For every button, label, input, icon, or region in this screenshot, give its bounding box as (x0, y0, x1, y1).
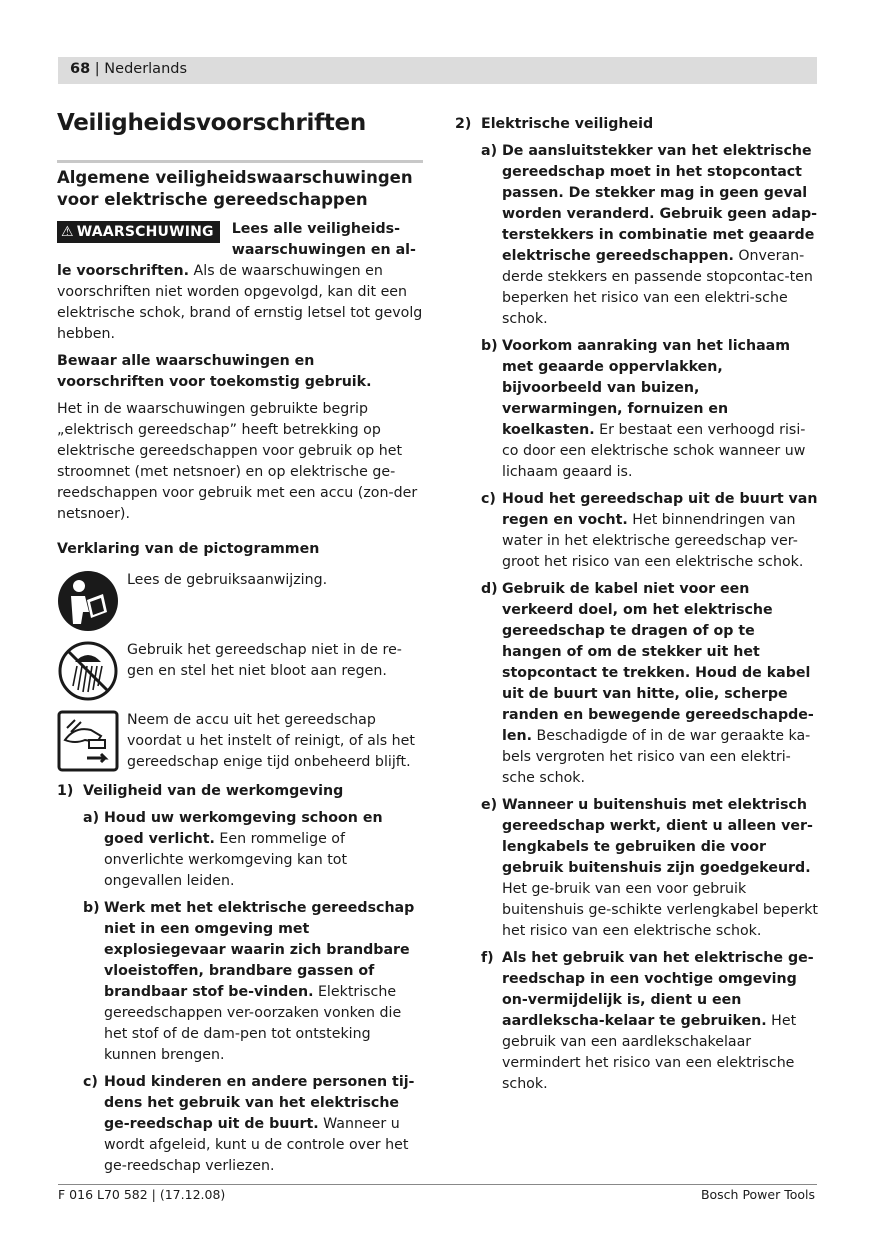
item-body: Onveran-derde stekkers en passende stopcontac-ten beperken het risico van een elektri-sche schok. (502, 248, 813, 327)
item-text (502, 141, 819, 330)
page-header (58, 57, 817, 84)
list-item (83, 1072, 423, 1177)
list-item (83, 898, 423, 1066)
pictogram-text: Neem de accu uit het gereedschap voordat u het instelt of reinigt, of als het gereedschap enige tijd onbeheerd blijft. (127, 711, 415, 770)
header-separator: | (90, 61, 105, 77)
section-rule (57, 160, 423, 163)
item-bold: Wanneer u buitenshuis met elektrisch gereedschap werkt, dient u alleen ver-lengkabels te gebruiken die voor gebruik buitenshuis zijn goedgekeurd. (502, 797, 813, 876)
header-language: Nederlands (104, 61, 188, 77)
item-body: Een rommelige of onverlichte werkomgeving kan tot ongevallen leiden. (104, 830, 348, 889)
no-rain-icon (57, 640, 119, 702)
list-item (83, 808, 423, 892)
footer-document-id: F 016 L70 582 | (17.12.08) (58, 1187, 226, 1202)
pictogram-text: Gebruik het gereedschap niet in de re-gen en stel het niet bloot aan regen. (127, 641, 402, 679)
item-bold: Als het gebruik van het elektrische ge-reedschap in een vochtige omgeving on-vermijdelijk is, dient u een aardlekscha-kelaar te gebruiken. (502, 950, 814, 1029)
item-body: Elektrische gereedschappen ver-oorzaken vonken die het stof of de dam-pen tot ontsteking kunnen brengen. (104, 983, 402, 1063)
item-bold: Gebruik de kabel niet voor een verkeerd doel, om het elektrische gereedschap te dragen of op te hangen of om de stekker uit het stopcontact te trekken. Houd de kabel uit de buurt van hitte, olie, scherpe randen en bewegende gereedschapde-len. (502, 581, 814, 744)
list-item (481, 489, 819, 573)
item-text (502, 336, 819, 483)
warning-paragraph (57, 219, 423, 345)
item-text (502, 948, 819, 1095)
keep-notice: Bewaar alle waarschuwingen en voorschriften voor toekomstig gebruik. (57, 352, 372, 390)
item-text (104, 808, 423, 892)
left-column (57, 110, 423, 1183)
item-text (104, 1072, 423, 1177)
warning-text: Als de waarschuwingen en voorschriften niet worden opgevolgd, kan dit een elektrische schok, brand of ernstig letsel tot gevolg hebben. (57, 262, 423, 342)
footer-brand: Bosch Power Tools (700, 1187, 815, 1202)
definition-text: Het in de waarschuwingen gebruikte begrip „elektrisch gereedschap” heeft betrekking op elektrische gereedschappen voor gebruik op het stroomnet (met netsnoer) en op elektrische ge-reedschappen voor gebruik met een accu (zon-der netsnoer). (57, 400, 418, 522)
list-item (481, 795, 819, 942)
section-subtitle: Algemene veiligheidswaarschuwingen voor elektrische gereedschappen (57, 167, 413, 209)
item-letter: a) (83, 809, 100, 826)
item-letter: b) (481, 338, 498, 354)
item-bold: Voorkom aanraking van het lichaam met geaarde oppervlakken, bijvoorbeeld van buizen, verwarmingen, fornuizen en koelkasten. (502, 338, 791, 438)
page-title: Veiligheidsvoorschriften (57, 110, 366, 136)
pictogram-row (57, 710, 423, 773)
item-letter: f) (481, 950, 494, 966)
item-bold: Houd uw werkomgeving schoon en goed verlicht. (104, 809, 383, 847)
section-number: 2) (455, 116, 472, 132)
remove-battery-icon (57, 710, 119, 772)
item-bold: Werk met het elektrische gereedschap niet in een omgeving met explosiegevaar waarin zich brandbare vloeistoffen, brandbare gassen of brandbaar stof be-vinden. (104, 899, 415, 1000)
footer-rule (58, 1184, 817, 1185)
warning-triangle-icon: ⚠ (61, 223, 74, 240)
pictogram-row (57, 570, 423, 632)
warning-badge-label: WAARSCHUWING (76, 223, 214, 240)
item-letter: b) (83, 899, 100, 916)
list-item (481, 948, 819, 1095)
section-items (83, 808, 423, 1177)
item-body: Er bestaat een verhoogd risi-co door een elektrische schok wanneer uw lichaam geaard is. (502, 422, 806, 480)
section-heading (57, 781, 423, 802)
page-number: 68 (70, 61, 91, 77)
section-items (481, 141, 819, 1095)
item-letter: e) (481, 797, 498, 813)
item-body: Het gebruik van een aardlekschakelaar vermindert het risico van een elektrische schok. (502, 1013, 797, 1092)
item-text (502, 579, 819, 789)
read-manual-icon (57, 570, 119, 632)
list-item (481, 579, 819, 789)
item-letter: d) (481, 581, 498, 597)
section-heading-text: Veiligheid van de werkomgeving (83, 782, 344, 799)
section-number: 1) (57, 782, 74, 799)
item-text (502, 795, 819, 942)
list-item (481, 336, 819, 483)
item-bold: Houd kinderen en andere personen tij-dens het gebruik van het elektrische ge-reedschap uit de buurt. (104, 1073, 415, 1132)
item-letter: c) (83, 1073, 98, 1090)
right-column (455, 114, 819, 1101)
header-text (70, 61, 187, 77)
section-heading (455, 114, 819, 135)
item-text (502, 489, 819, 573)
item-body: Het ge-bruik van een voor gebruik buitenshuis ge-schikte verlengkabel beperkt het risico van een elektrische schok. (502, 881, 818, 939)
pictogram-heading: Verklaring van de pictogrammen (57, 540, 320, 557)
item-bold: De aansluitstekker van het elektrische gereedschap moet in het stopcontact passen. De stekker mag in geen geval worden veranderd. Gebruik geen adap-terstekkers in combinatie met geaarde elektrische gereedschappen. (502, 143, 818, 264)
item-letter: a) (481, 143, 498, 159)
item-bold: Houd het gereedschap uit de buurt van regen en vocht. (502, 491, 818, 528)
pictogram-row (57, 640, 423, 702)
item-body: Wanneer u wordt afgeleid, kunt u de controle over het ge-reedschap verliezen. (104, 1115, 409, 1174)
item-body: Het binnendringen van water in het elektrische gereedschap ver-groot het risico van een elektrische schok. (502, 512, 804, 570)
item-text (104, 898, 423, 1066)
warning-badge (57, 221, 220, 243)
section-heading-text: Elektrische veiligheid (481, 116, 654, 132)
warning-bold-text: Lees alle veiligheids-waarschuwingen en al-le voorschriften. (57, 220, 416, 279)
list-item (481, 141, 819, 330)
item-body: Beschadigde of in de war geraakte ka-bels vergroten het risico van een elektri-sche schok. (502, 728, 811, 786)
item-letter: c) (481, 491, 496, 507)
pictogram-text: Lees de gebruiksaanwijzing. (127, 571, 328, 588)
